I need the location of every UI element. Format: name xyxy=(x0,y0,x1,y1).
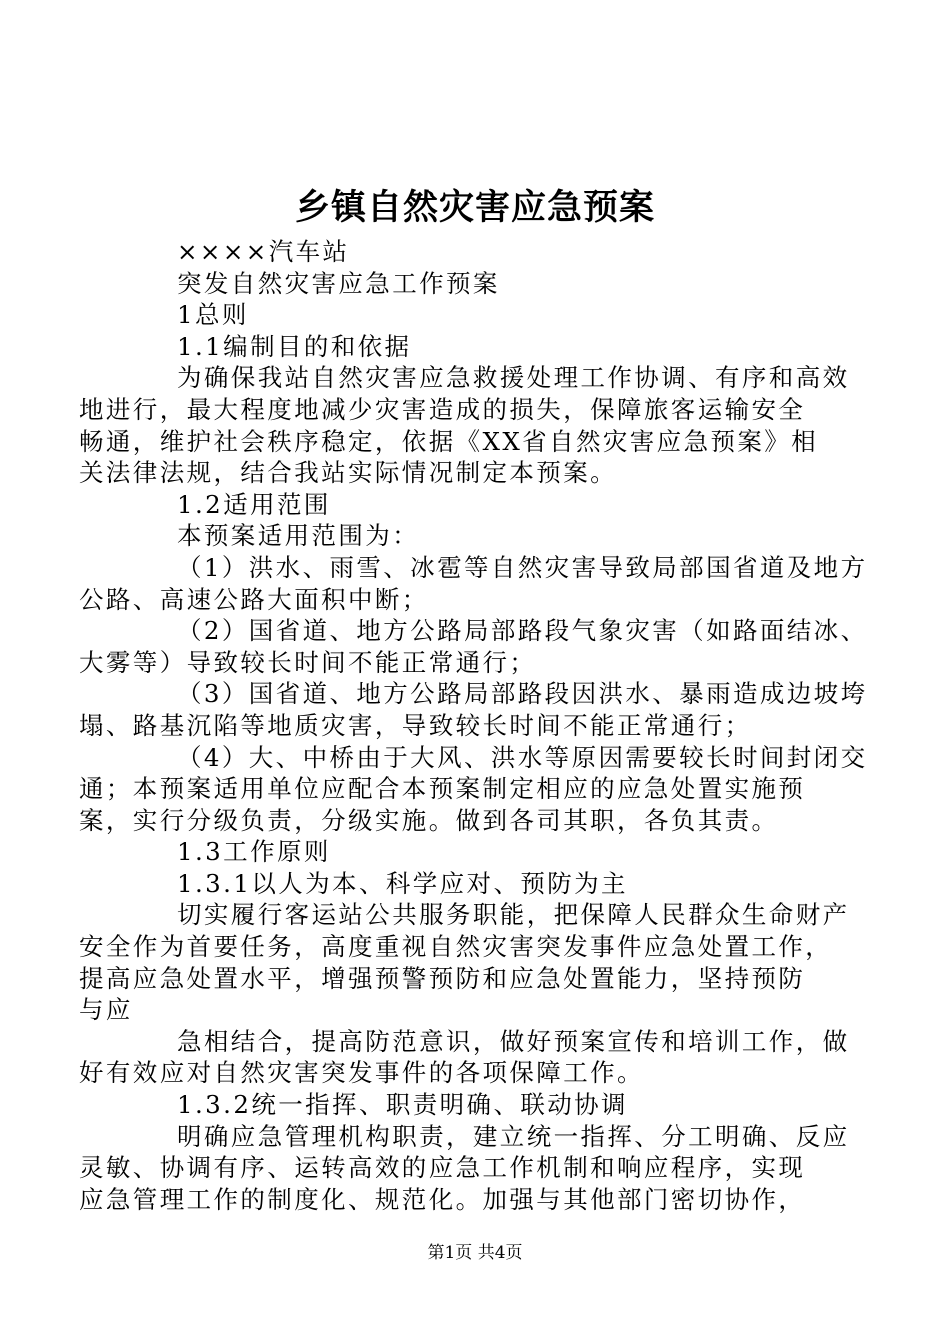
paragraph xyxy=(128,299,828,331)
text-line: ××××汽车站 xyxy=(177,237,350,266)
text-line: 突发自然灾害应急工作预案 xyxy=(177,268,500,298)
text-line: 提高应急处置水平，增强预警预防和应急处置能力，坚持预防 xyxy=(79,963,806,993)
text-line: 公路、高速公路大面积中断； xyxy=(79,584,429,614)
text-line: 切实履行客运站公共服务职能，把保障人民群众生命财产 xyxy=(177,900,850,930)
paragraph xyxy=(79,899,850,1025)
paragraph xyxy=(79,552,868,615)
paragraph xyxy=(79,742,868,837)
text-line: 1.1编制目的和依据 xyxy=(177,331,412,361)
paragraph xyxy=(128,868,828,900)
text-line: （3）国省道、地方公路局部路段因洪水、暴雨造成边坡垮 xyxy=(177,679,868,709)
text-line: 安全作为首要任务，高度重视自然灾害突发事件应急处置工作， xyxy=(79,932,833,962)
paragraph xyxy=(128,1089,828,1121)
paragraph xyxy=(79,1121,850,1216)
paragraph xyxy=(128,331,828,363)
text-line: 为确保我站自然灾害应急救援处理工作协调、有序和高效 xyxy=(177,363,850,393)
text-line: 1总则 xyxy=(177,300,249,330)
text-line: 好有效应对自然灾害突发事件的各项保障工作。 xyxy=(79,1058,644,1088)
text-line: 与应 xyxy=(79,995,133,1025)
paragraph xyxy=(128,236,828,268)
text-line: 1.3.2统一指挥、职责明确、联动协调 xyxy=(177,1090,628,1120)
text-line: （1）洪水、雨雪、冰雹等自然灾害导致局部国省道及地方 xyxy=(177,552,868,582)
page-footer: 第1页 共4页 xyxy=(427,1243,523,1263)
paragraph xyxy=(79,615,868,678)
text-line: 灵敏、协调有序、运转高效的应急工作机制和响应程序，实现 xyxy=(79,1153,806,1183)
text-line: 塌、路基沉陷等地质灾害，导致较长时间不能正常通行； xyxy=(79,710,752,740)
text-line: 1.3工作原则 xyxy=(177,837,331,867)
text-line: 案，实行分级负责，分级实施。做到各司其职，各负其责。 xyxy=(79,805,779,835)
paragraph xyxy=(79,1026,850,1089)
text-line: （4）大、中桥由于大风、洪水等原因需要较长时间封闭交 xyxy=(177,742,868,772)
text-line: 本预案适用范围为： xyxy=(177,521,420,551)
text-line: （2）国省道、地方公路局部路段气象灾害（如路面结冰、 xyxy=(177,616,868,646)
text-line: 明确应急管理机构职责，建立统一指挥、分工明确、反应 xyxy=(177,1121,850,1151)
paragraph xyxy=(128,268,828,300)
paragraph xyxy=(79,678,868,741)
text-line: 1.2适用范围 xyxy=(177,489,331,519)
paragraph xyxy=(79,362,850,488)
text-line: 急相结合，提高防范意识，做好预案宣传和培训工作，做 xyxy=(177,1026,850,1056)
document-title: 乡镇自然灾害应急预案 xyxy=(294,188,655,228)
text-line: 关法律法规，结合我站实际情况制定本预案。 xyxy=(79,458,617,488)
paragraph xyxy=(128,836,828,868)
text-line: 通；本预案适用单位应配合本预案制定相应的应急处置实施预 xyxy=(79,774,806,804)
text-line: 大雾等）导致较长时间不能正常通行； xyxy=(79,647,537,677)
document-body xyxy=(79,236,868,1215)
paragraph xyxy=(128,520,828,552)
text-line: 畅通，维护社会秩序稳定，依据《XX省自然灾害应急预案》相 xyxy=(79,426,819,456)
text-line: 应急管理工作的制度化、规范化。加强与其他部门密切协作， xyxy=(79,1184,806,1214)
text-line: 1.3.1以人为本、科学应对、预防为主 xyxy=(177,868,628,898)
paragraph xyxy=(128,489,828,521)
text-line: 地进行，最大程度地减少灾害造成的损失，保障旅客运输安全 xyxy=(79,394,806,424)
